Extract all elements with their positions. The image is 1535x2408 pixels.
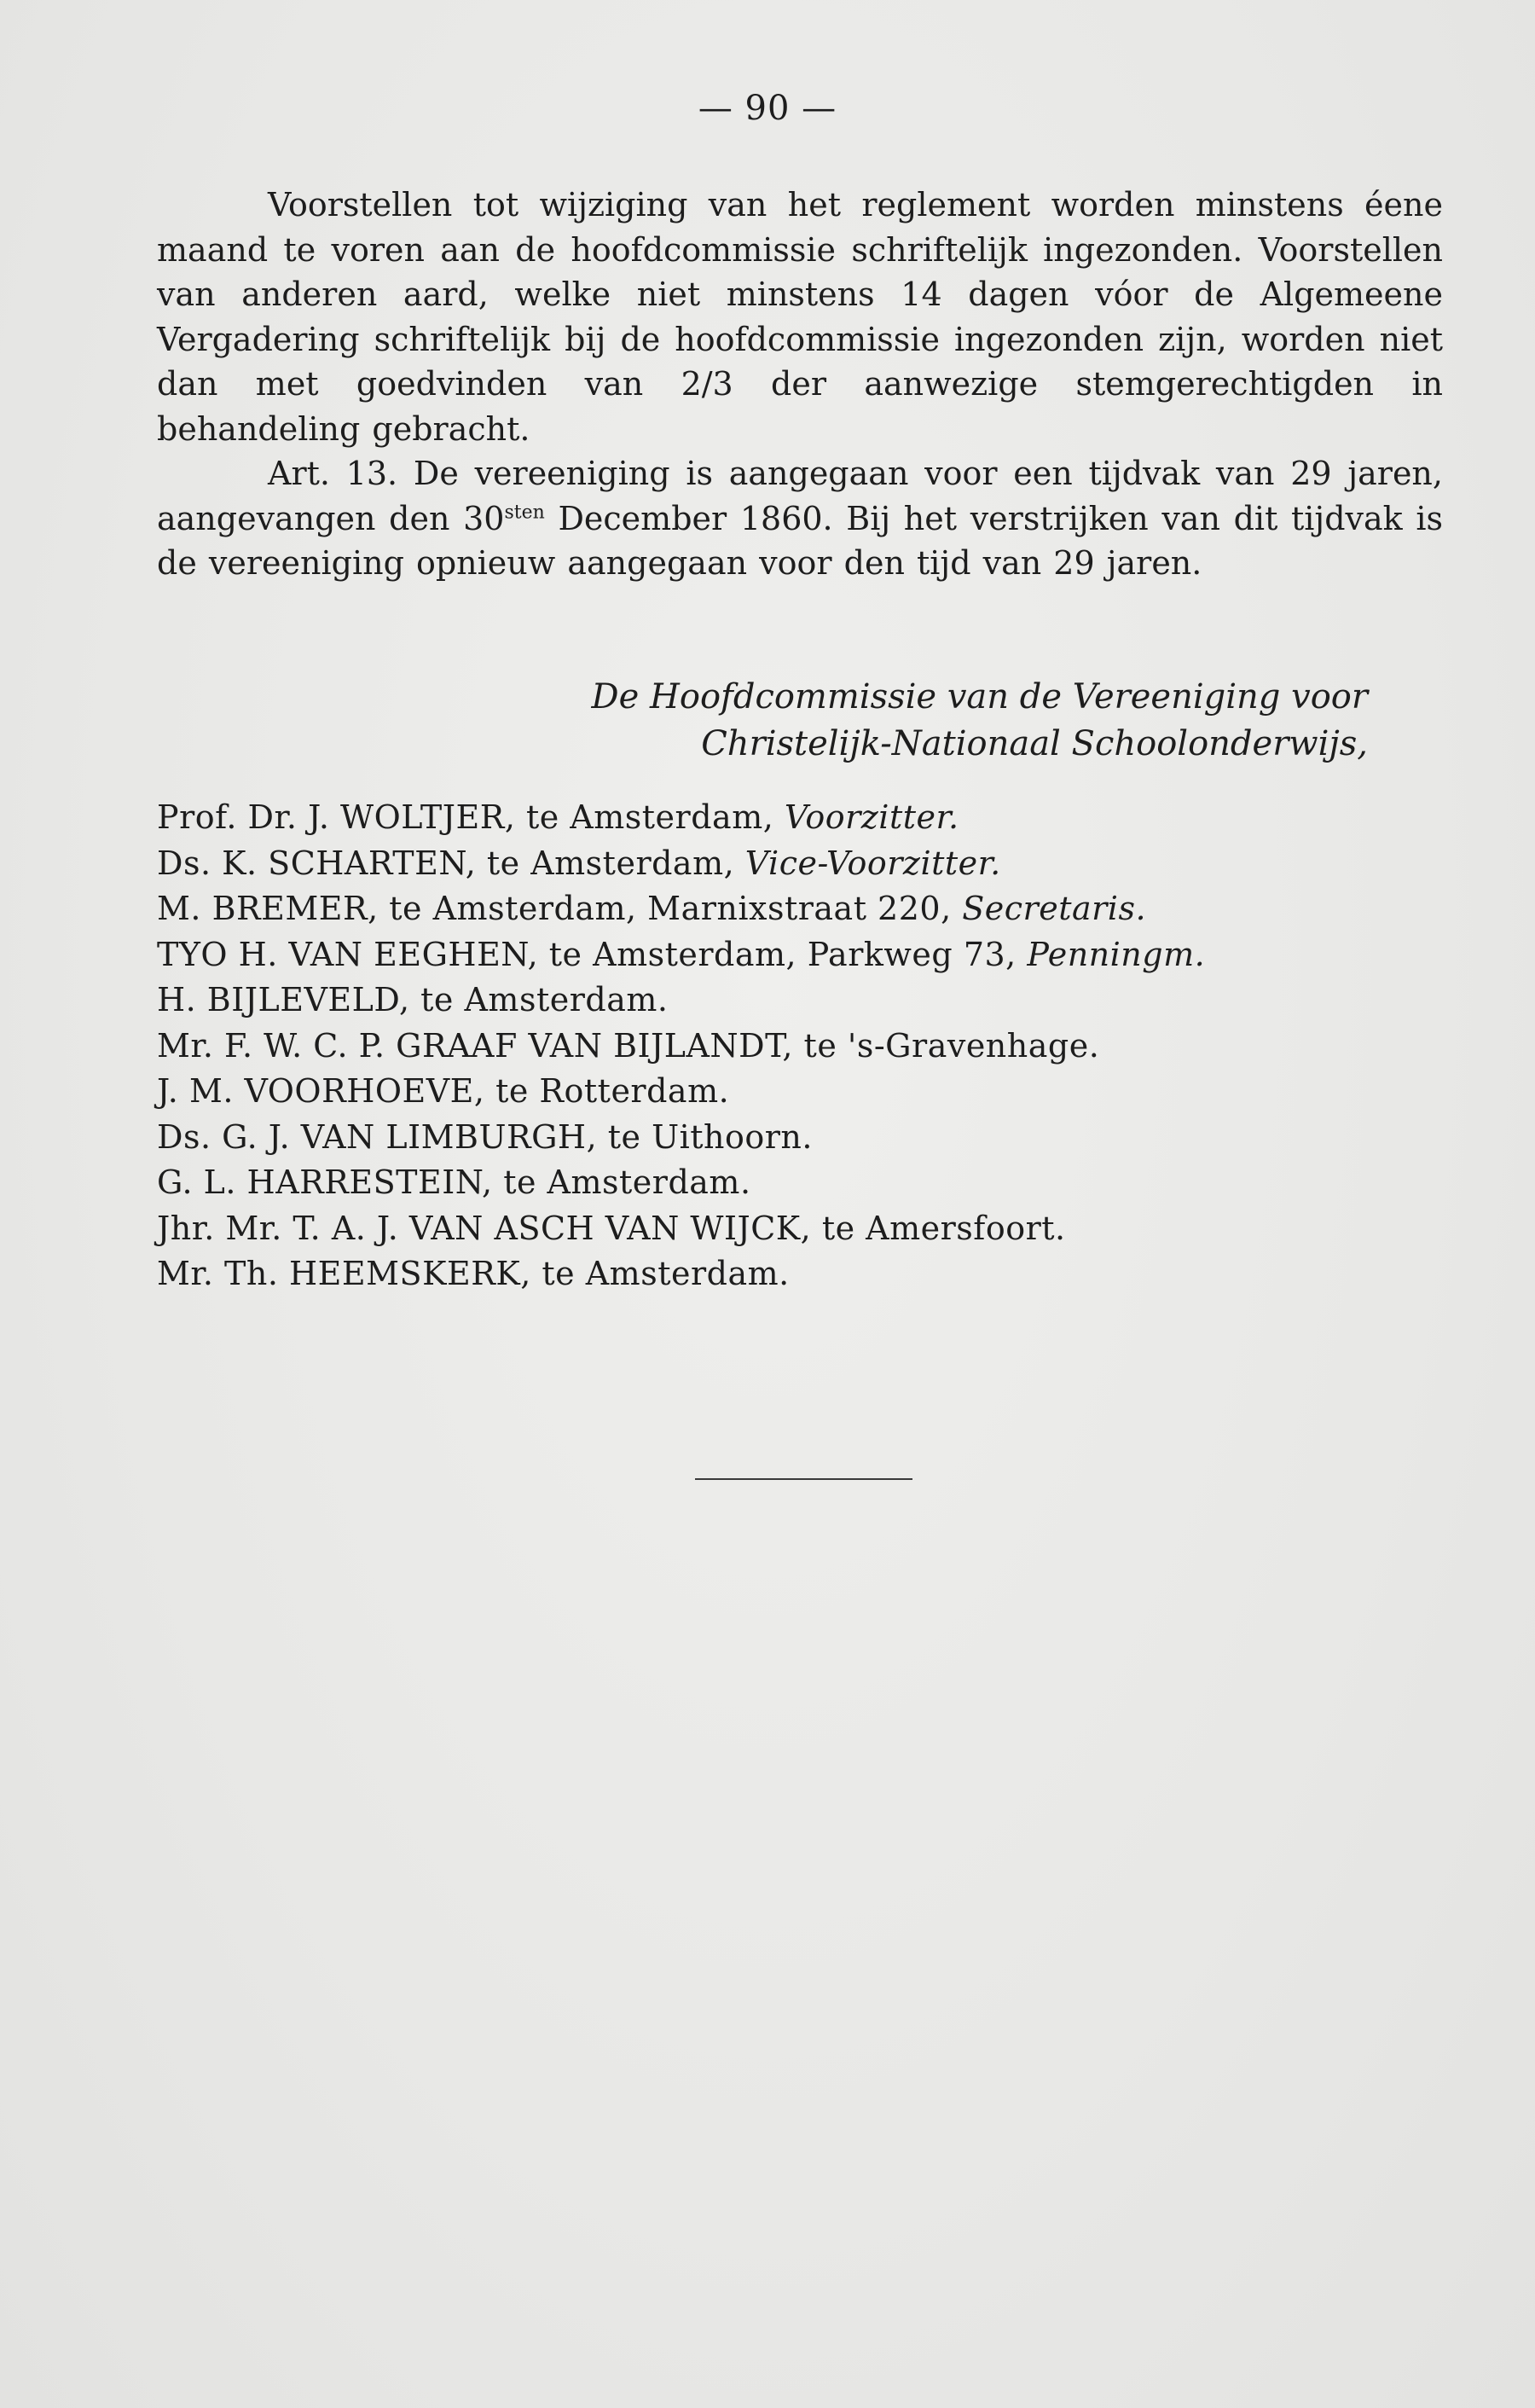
closing-rule (695, 1478, 912, 1480)
member-line (157, 1206, 1462, 1252)
member-name: Ds. K. SCHARTEN, te Amsterdam, (157, 844, 745, 882)
member-line (157, 978, 1462, 1024)
paragraph-amendments: Voorstellen tot wijziging van het reglement worden minstens éene maand te voren aan de hoofdcommissie schriftelijk ingezonden. Voorstellen van anderen aard, welke niet minstens 14 dagen vóor de Algemeene Vergadering schriftelijk bij de hoofdcommissie ingezonden zijn, worden niet dan met goedvinden van 2/3 der aanwezige stemgerechtigden in behandeling gebracht. (157, 186, 1443, 448)
member-name: G. L. HARRESTEIN, te Amsterdam. (157, 1163, 751, 1201)
signature-line-1: De Hoofdcommissie van de Vereeniging voor (591, 677, 1368, 717)
member-role: Vice-Voorzitter. (744, 844, 1001, 882)
member-line (157, 932, 1462, 978)
paragraph-article-13 (157, 451, 1443, 586)
member-role: Secretaris. (962, 890, 1147, 927)
member-name: Mr. Th. HEEMSKERK, te Amsterdam. (157, 1255, 790, 1292)
member-name: Jhr. Mr. T. A. J. VAN ASCH VAN WIJCK, te Amersfoort. (157, 1209, 1066, 1247)
signature-line-2: Christelijk-Nationaal Schoolonderwijs, (701, 724, 1368, 763)
member-line (157, 795, 1462, 841)
member-line (157, 1115, 1462, 1161)
signature-block (157, 674, 1368, 768)
member-name: H. BIJLEVELD, te Amsterdam. (157, 981, 669, 1018)
member-name: Mr. F. W. C. P. GRAAF VAN BIJLANDT, te 's-Gravenhage. (157, 1026, 1100, 1065)
member-name: Prof. Dr. J. WOLTJER, te Amsterdam, (157, 798, 785, 836)
member-name: TYO H. VAN EEGHEN, te Amsterdam, Parkweg 73, (157, 935, 1028, 973)
body-text (157, 183, 1443, 586)
superscript-sten: sten (504, 501, 545, 523)
member-line (157, 1069, 1462, 1115)
member-line (157, 1251, 1462, 1297)
page-number: — 90 — (698, 89, 837, 128)
member-line (157, 841, 1462, 887)
member-name: Ds. G. J. VAN LIMBURGH, te Uithoorn. (157, 1117, 813, 1156)
article-13-text-end: December 1860. Bij het verstrijken van dit tijdvak is de vereeniging opnieuw aangegaan voor den tijd van 29 jaren. (157, 499, 1444, 582)
article-13-text-start: Art. 13. De vereeniging is aangegaan voor een tijdvak van 29 jaren, aangevangen den 30 (157, 455, 1443, 537)
member-line (157, 1024, 1462, 1070)
member-line (157, 886, 1462, 932)
member-line (157, 1160, 1462, 1206)
member-name: M. BREMER, te Amsterdam, Marnixstraat 220, (157, 890, 963, 927)
member-role: Voorzitter. (784, 798, 959, 836)
member-list (157, 795, 1462, 1297)
member-role: Penningm. (1027, 935, 1206, 973)
member-name: J. M. VOORHOEVE, te Rotterdam. (157, 1072, 730, 1110)
